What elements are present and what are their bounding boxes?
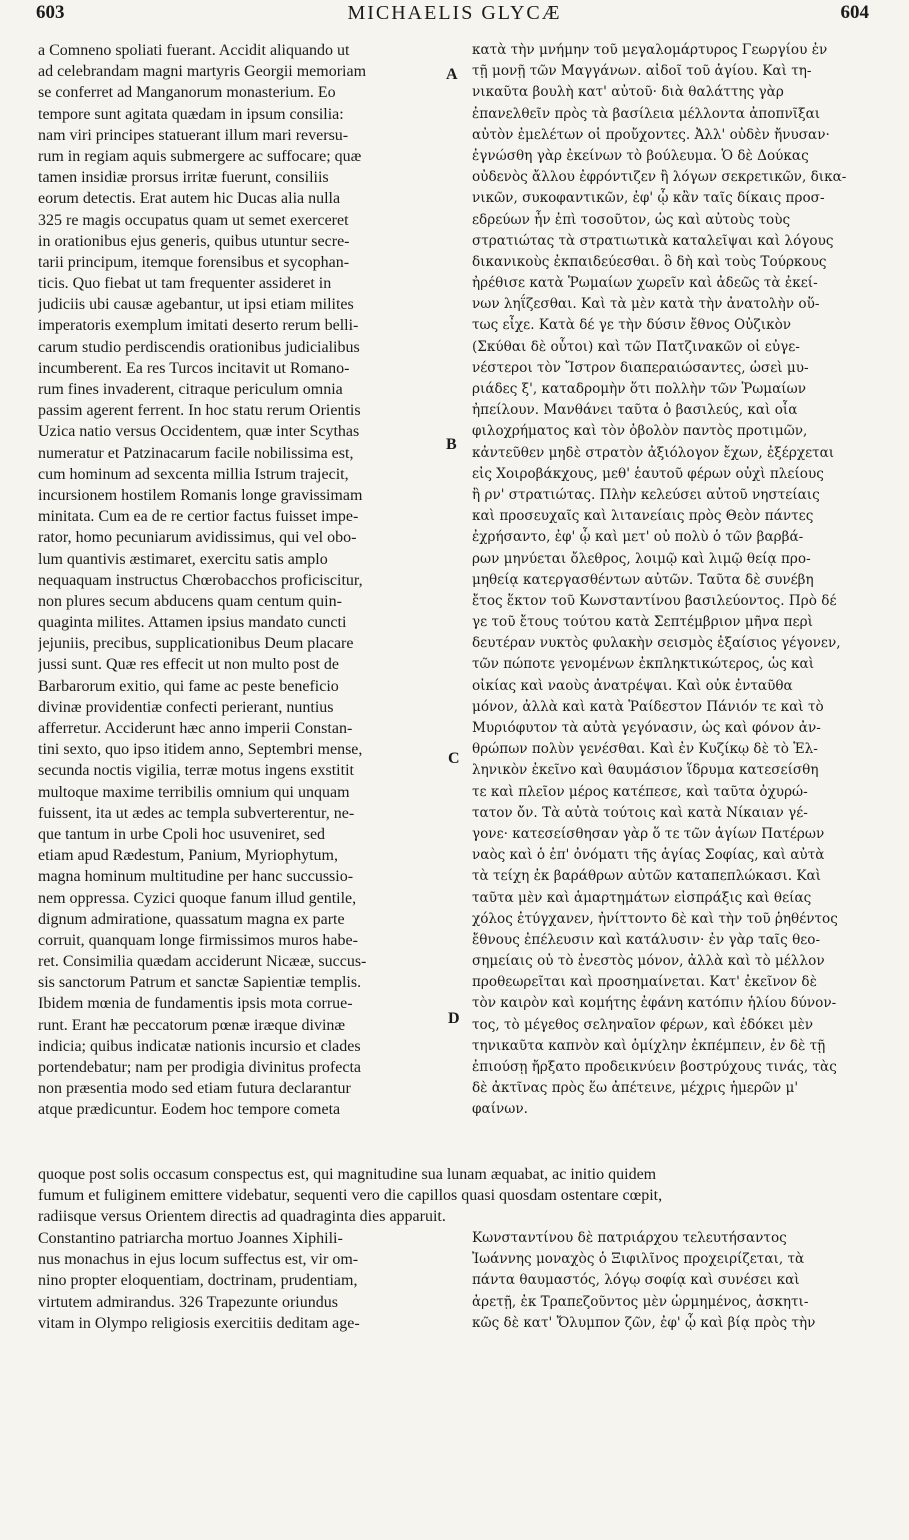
latin-text-line: ticis. Quo fiebat ut tam frequenter assideret in: [38, 275, 332, 293]
latin-text-line: fuissent, ita ut ædes ac templa subverterentur, ne-: [38, 804, 355, 822]
latin-text-line: multoque maxime terribilis omnium qui unquam: [38, 783, 350, 801]
latin-text-line: rator, homo pecuniarum avidissimus, qui vel obo-: [38, 529, 357, 547]
greek-text-line: θρώπων πολὺν γενέσθαι. Καὶ ἐν Κυζίκῳ δὲ τὸ Ἑλ-: [472, 741, 818, 758]
greek-text-line: φιλοχρήματος καὶ τὸν ὀβολὸν παντὸς προτιμῶν,: [472, 423, 808, 440]
latin-text-line: que tantum in urbe Cpoli hoc usuveniret, sed: [38, 825, 326, 843]
greek-text-line: δευτέραν νυκτὸς φυλακὴν σεισμὸς ἐξαίσιος γέγονεν,: [472, 635, 841, 652]
greek-text-line: κῶς δὲ κατ' Ὄλυμπον ζῶν, ἐφ' ᾧ καὶ βίᾳ πρὸς τὴν: [472, 1314, 816, 1331]
latin-text-line: passim agerent ferrent. In hoc statu rerum Orientis: [38, 402, 361, 420]
latin-text-line: quoque post solis occasum conspectus est, qui magnitudine sua lunam æquabat, ac initio quidem: [38, 1166, 657, 1183]
latin-text-line: virtutem admirandus. 326 Trapezunte oriundus: [38, 1293, 338, 1311]
latin-text-line: eorum detectis. Erat autem hic Ducas alia nulla: [38, 190, 341, 208]
latin-full-width-paragraph: [38, 1164, 876, 1228]
greek-text-line: ριάδες ξ', καταδρομὴν ὅτι πολλὴν τῶν Ῥωμαίων: [472, 381, 806, 397]
greek-text-line: ἐγνώσθη γὰρ ἐκείνων τὸ βούλευμα. Ὁ δὲ Δούκας: [472, 147, 809, 164]
margin-letter-a: A: [446, 66, 458, 83]
margin-letter-b: B: [446, 436, 457, 453]
greek-text-line: νων ληΐζεσθαι. Καὶ τὰ μὲν κατὰ τὴν ἀνατολὴν οὕ-: [472, 296, 820, 313]
greek-text-line: εδρεύων ἦν ἐπὶ τοσοῦτον, ὡς καὶ αὐτοὺς τοὺς: [472, 211, 791, 228]
greek-text-line: ἐχρήσαντο, ἐφ' ᾧ καὶ μετ' οὐ πολὺ ὁ τῶν βαρβά-: [472, 529, 804, 546]
greek-text-line: νέστεροι τὸν Ἴστρον διαπεραιώσαντες, ὡσεὶ μυ-: [472, 359, 809, 376]
latin-text-line: indicia; quibus indicatæ nationis incursio et clades: [38, 1037, 361, 1055]
latin-text-line: dignum admiratione, quassatum magna ex parte: [38, 910, 345, 928]
greek-text-line: ληνικὸν ἐκεῖνο καὶ θαυμάσιον ἵδρυμα κατεσείσθη: [472, 762, 819, 779]
greek-text-line: νικαῦτα βουλὴ κατ' αὐτοῦ· διὰ θαλάττης γὰρ: [472, 84, 784, 101]
latin-text-line: sis sanctorum Patrum et sanctæ Sapientiæ templis.: [38, 974, 362, 992]
running-title: MICHAELIS GLYCÆ: [347, 2, 562, 24]
greek-text-line: γε τοῦ ἔτους τούτου κατὰ Σεπτέμβριον μῆνα περὶ: [472, 614, 813, 631]
latin-text-line: nem oppressa. Cyzici quoque fanum illud gentile,: [38, 889, 357, 907]
greek-text-line: Ἰωάννης μοναχὸς ὁ Ξιφιλῖνος προχειρίζεται, τὰ: [472, 1251, 805, 1268]
latin-text-line: runt. Erant hæ peccatorum pœnæ iræque divinæ: [38, 1016, 346, 1034]
greek-text-line: νικῶν, συκοφαντικῶν, ἐφ' ᾧ κἂν ταῖς δίκαις προσ-: [472, 190, 825, 207]
greek-text-line: φαίνων.: [472, 1101, 528, 1118]
latin-text-line: jussi sunt. Quæ res effecit ut non multo post de: [38, 656, 340, 674]
greek-text-line: χόλος ἐτύγχανεν, ἠνίττοντο δὲ καὶ τὴν τοῦ ῥηθέντος: [472, 910, 838, 927]
latin-text-line: nam viri principes statuerant illum mari reversu-: [38, 126, 349, 144]
greek-text-line: καὶ προσευχαῖς καὶ λιτανείαις πρὸς Θεὸν πάντες: [472, 508, 814, 525]
latin-text-line: se conferret ad Manganorum monasterium. Eo: [38, 84, 336, 102]
greek-text-line: τος, τὸ μέγεθος σεληναῖον φέρων, καὶ ἐδόκει μὲν: [472, 1016, 814, 1033]
greek-text-line: (Σκύθαι δὲ οὗτοι) καὶ τῶν Πατζινακῶν οἱ εὐγε-: [472, 338, 800, 355]
latin-text-line: fumum et fuliginem emittere videbatur, sequenti vero die capillos quasi quosdam ostentare cœpit,: [38, 1187, 663, 1205]
latin-text-line: nus monachus in ejus locum suffectus est, vir om-: [38, 1251, 359, 1269]
latin-text-line: vitam in Olympo religiosis exercitiis deditam age-: [38, 1314, 360, 1332]
greek-text-line: κατὰ τὴν μνήμην τοῦ μεγαλομάρτυρος Γεωργίου ἐν: [472, 42, 828, 58]
greek-text-line: μηθείᾳ κατεργασθέντων αὐτῶν. Ταῦτα δὲ συνέβη: [472, 571, 814, 588]
latin-text-line: Constantino patriarcha mortuo Joannes Xiphili-: [38, 1230, 343, 1247]
greek-text-line: ρων μηνύεται ὄλεθρος, λοιμῷ καὶ λιμῷ θείᾳ προ-: [472, 550, 811, 567]
greek-text-line: ἠρέθισε κατὰ Ῥωμαίων χωρεῖν καὶ ἀδεῶς τὰ ἐκεί-: [472, 275, 818, 292]
greek-text-line: τηνικαῦτα καπνὸν καὶ ὁμίχλην ἐκπέμπειν, ἐν δὲ τῇ: [472, 1037, 826, 1054]
latin-text-line: etiam apud Rædestum, Panium, Myriophytum,: [38, 847, 338, 865]
latin-text-line: a Comneno spoliati fuerant. Accidit aliquando ut: [38, 42, 350, 59]
latin-text-line: tini sexto, quo ipso itidem anno, Septembri mense,: [38, 741, 363, 759]
latin-text-line: ad celebrandam magni martyris Georgii memoriam: [38, 63, 367, 81]
greek-text-line: γονε· κατεσείσθησαν γὰρ ὅ τε τῶν ἁγίων Πατέρων: [472, 825, 825, 842]
latin-text-line: afferretur. Acciderunt hæc anno imperii Constan-: [38, 720, 353, 737]
latin-text-line: secunda noctis vigilia, terræ motus ingens exstitit: [38, 762, 354, 780]
greek-text-line: κἀντεῦθεν μηδὲ στρατὸν ἀξιόλογον ἔχων, ἐξέρχεται: [472, 444, 835, 461]
greek-text-line: ἔθνους ἐπέλευσιν καὶ κατάλυσιν· ἐν γὰρ ταῖς θεο-: [472, 931, 821, 948]
latin-column-continued: [38, 1228, 440, 1334]
greek-column-continued: [472, 1228, 877, 1334]
greek-text-line: δικανικοὺς ἐκπαιδεύεσθαι. ὃ δὴ καὶ τοὺς Τούρκους: [472, 253, 827, 270]
greek-text-line: μόνον, ἀλλὰ καὶ κατὰ Ῥαίδεστον Πάνιόν τε καὶ τὸ: [472, 698, 824, 715]
greek-text-line: ναὸς καὶ ὁ ἐπ' ὀνόματι τῆς ἁγίας Σοφίας, καὶ αὐτὰ: [472, 847, 825, 864]
latin-text-line: rum in regiam aquis submergere ac suffocare; quæ: [38, 147, 362, 165]
latin-text-line: atque prædicuntur. Eodem hoc tempore cometa: [38, 1101, 341, 1119]
greek-text-line: προθεωρεῖται καὶ προσημαίνεται. Κατ' ἐκεῖνον δὲ: [472, 974, 817, 991]
latin-text-line: magna hominum multitudine per hanc succussio-: [38, 868, 354, 886]
greek-text-line: τὸν καιρὸν καὶ κομήτης ἐφάνη κατόπιν ἡλίου δύνον-: [472, 995, 837, 1012]
greek-text-line: οὐδενὸς ἄλλου ἐφρόντιζεν ἢ λόγων σεκρετικῶν, δικα-: [472, 169, 847, 186]
latin-text-line: Ibidem mœnia de fundamentis ipsis mota corrue-: [38, 995, 353, 1013]
greek-text-line: σημείαις οὐ τὸ ἐνεστὸς μόνον, ἀλλὰ καὶ τὸ μέλλον: [472, 953, 825, 970]
latin-text-line: numeratur et Patzinacarum facile nobilissima est,: [38, 444, 354, 462]
latin-text-line: rum fines invaderent, citraque periculum omnia: [38, 381, 343, 398]
margin-letter-c: C: [448, 750, 460, 767]
latin-text-line: corruit, quanquam longe firmissimos muros habe-: [38, 931, 358, 949]
latin-text-line: incursionem hostilem Romanis longe gravissimam: [38, 486, 363, 504]
latin-text-line: non præsentia modo sed etiam futura declarantur: [38, 1080, 351, 1098]
page-number-right: 604: [840, 2, 869, 23]
latin-text-line: quaginta milites. Attamen ipsius mandato cuncti: [38, 614, 347, 632]
latin-text-line: tamen insidiæ prorsus irritæ fuerunt, consiliis: [38, 169, 329, 187]
greek-text-line: οἰκίας καὶ ναοὺς ἀνατρέψαι. Καὶ οὐκ ἐνταῦθα: [472, 677, 793, 694]
latin-text-line: cum hominum ad sexcenta millia Istrum trajecit,: [38, 465, 349, 483]
latin-text-line: incumberent. Ea res Turcos incitavit ut Romano-: [38, 359, 350, 377]
greek-column: [472, 40, 877, 1121]
latin-text-line: tempore sunt agitata quædam in ipsum consilia:: [38, 105, 344, 123]
greek-text-line: Μυριόφυτον τὰ αὐτὰ γεγόνασιν, ὡς καὶ φόνον ἀν-: [472, 720, 821, 736]
latin-text-line: nino propter eloquentiam, doctrinam, prudentiam,: [38, 1272, 358, 1290]
greek-text-line: τὰ τείχη ἐκ βαράθρων αὐτῶν καταπεπλώκασι. Καὶ: [472, 868, 821, 885]
greek-text-line: εἰς Χοιροβάκχους, μεθ' ἑαυτοῦ φέρων οὐχὶ πλείους: [472, 465, 824, 482]
latin-text-line: judiciis ubi causæ agebantur, ut ipsi etiam milites: [38, 296, 354, 314]
greek-text-line: τῇ μονῇ τῶν Μαγγάνων. αἰδοῖ τοῦ ἁγίου. Καὶ τη-: [472, 63, 812, 80]
greek-text-line: ἐπιούσῃ ἤρξατο προδεικνύειν βοστρύχους τινάς, τὰς: [472, 1059, 837, 1075]
greek-text-line: ταῦτα μὲν καὶ ἁμαρτημάτων εἰσπράξις καὶ θείας: [472, 889, 812, 906]
latin-text-line: minitata. Cum ea de re certior factus fuisset impe-: [38, 508, 359, 526]
page-number-left: 603: [36, 2, 65, 23]
margin-letter-d: D: [448, 1010, 460, 1027]
greek-text-line: αὐτὸν ἐμελέτων οἱ προὔχοντες. Ἀλλ' οὐδὲν ἤνυσαν·: [472, 126, 830, 143]
latin-text-line: lum quantivis æstimaret, exercitu satis amplo: [38, 550, 328, 568]
latin-text-line: ret. Consimilia quædam acciderunt Nicææ, succus-: [38, 953, 367, 971]
greek-text-line: δὲ ἀκτῖνας πρὸς ἕω ἀπέτεινε, μέχρις ἡμερῶν μ': [472, 1080, 799, 1097]
greek-text-line: τως εἶχε. Κατὰ δέ γε τὴν δύσιν ἔθνος Οὐζικὸν: [472, 317, 792, 334]
greek-text-line: στρατιώτας τὰ στρατιωτικὰ καταλεῖψαι καὶ λόγους: [472, 232, 834, 249]
greek-text-line: ἔτος ἕκτον τοῦ Κωνσταντίνου βασιλεύοντος. Πρὸ δέ: [472, 592, 837, 609]
greek-text-line: ἠπείλουν. Μανθάνει ταῦτα ὁ βασιλεύς, καὶ οἷα: [472, 402, 798, 419]
latin-text-line: 325 re magis occupatus quam ut semet exerceret: [38, 211, 349, 229]
latin-text-line: radiisque versus Orientem directis ad quadraginta dies apparuit.: [38, 1208, 446, 1226]
latin-text-line: non plures secum abducens quam centum quin-: [38, 592, 342, 610]
latin-text-line: portendebatur; nam per prodigia divinitus profecta: [38, 1059, 362, 1076]
greek-text-line: ἀρετῇ, ἐκ Τραπεζοῦντος μὲν ὡρμημένος, ἀσκητι-: [472, 1293, 809, 1310]
latin-column: [38, 40, 440, 1121]
greek-text-line: Κωνσταντίνου δὲ πατριάρχου τελευτήσαντος: [472, 1230, 787, 1246]
latin-text-line: tarii principum, itemque forensibus et sycophan-: [38, 253, 350, 271]
latin-text-line: nequaquam instructus Chœrobacchos proficiscitur,: [38, 571, 363, 589]
latin-text-line: in orationibus ejus generis, quibus utuntur secre-: [38, 232, 350, 250]
latin-text-line: divinæ providentiæ confecti perierant, nuntius: [38, 698, 334, 716]
latin-text-line: Uzica natio versus Occidentem, quæ inter Scythas: [38, 423, 360, 441]
latin-text-line: imperatoris exemplum imitati deserto rerum belli-: [38, 317, 359, 335]
greek-text-line: τῶν πώποτε γενομένων ἐκπληκτικώτερος, ὡς καὶ: [472, 656, 815, 673]
greek-text-line: τε καὶ πλεῖον μέρος κατέπεσε, καὶ ταῦτα ὀχυρώ-: [472, 783, 808, 800]
greek-text-line: πάντα θαυμαστός, λόγῳ σοφίᾳ καὶ συνέσει καὶ: [472, 1272, 800, 1289]
latin-text-line: jejuniis, precibus, supplicationibus Deum placare: [38, 635, 354, 653]
greek-text-line: τατον ὄν. Τὰ αὐτὰ τούτοις καὶ κατὰ Νίκαιαν γέ-: [472, 804, 808, 821]
latin-text-line: Barbarorum exitio, qui fame ac peste beneficio: [38, 677, 339, 695]
greek-text-line: ἐπανελθεῖν πρὸς τὰ βασίλεια μέλλοντα ἀποπνῖξαι: [472, 105, 821, 122]
latin-text-line: carum studio perdiscendis orationibus judicialibus: [38, 338, 360, 356]
greek-text-line: ἢ ρν' στρατιώτας. Πλὴν κελεύσει αὐτοῦ νηστείαις: [472, 486, 820, 503]
